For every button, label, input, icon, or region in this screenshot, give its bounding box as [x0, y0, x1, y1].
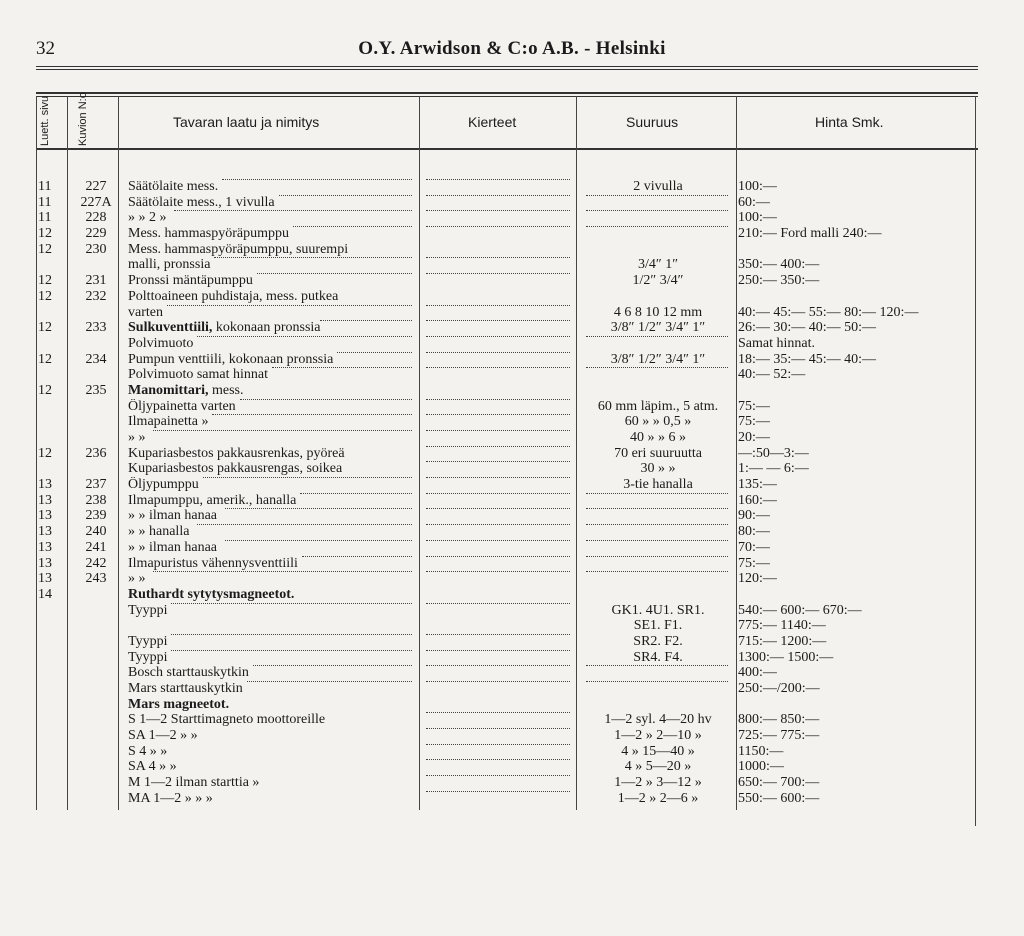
leader-dots [197, 524, 412, 525]
name-cell: Kupariasbestos pakkausrengas, soikea [128, 461, 343, 477]
table-row [0, 289, 1024, 305]
table-row [0, 461, 1024, 477]
table-row [0, 352, 1024, 368]
suuruus-cell: 60 mm läpim., 5 atm. [597, 398, 719, 414]
leader-dots [426, 399, 570, 400]
name-cell: Mars magneetot. [128, 696, 230, 712]
table-row [0, 399, 1024, 415]
leader-dots [171, 650, 412, 651]
suuruus-cell: SR4. F4. [633, 649, 683, 665]
suuruus-cell: 30 » » [640, 461, 676, 477]
name-cell: Öljypumppu [128, 477, 199, 493]
leader-dots [171, 603, 412, 604]
column-header-kierteet: Kierteet [468, 114, 517, 130]
price-cell: 1150:— [738, 743, 784, 759]
name-cell: Tyyppi [128, 633, 168, 649]
table-row [0, 210, 1024, 226]
column-header-suuruus: Suuruus [626, 114, 679, 130]
table-row [0, 744, 1024, 760]
price-cell: 80:— [738, 524, 770, 540]
leader-dots [426, 556, 570, 557]
name-cell: Säätölaite mess., 1 vivulla [128, 194, 275, 210]
name-cell: Ruthardt sytytysmagneetot. [128, 586, 295, 602]
price-cell: 1:— — 6:— [738, 461, 809, 477]
table-top-rule [36, 92, 978, 94]
table-row [0, 477, 1024, 493]
price-cell: 250:—/200:— [738, 681, 820, 696]
price-cell: 40:— 52:— [738, 367, 806, 383]
table-row [0, 712, 1024, 728]
table-row [0, 791, 1024, 807]
suuruus-cell: 1—2 » 2—10 » [614, 728, 702, 744]
name-cell: Ilmapainetta » [128, 414, 209, 430]
sivu-cell: 13 [38, 508, 52, 524]
leader-dots [426, 571, 570, 572]
suuruus-cell: 70 eri suuruutta [614, 445, 702, 461]
suuruus-cell: 3/4″ 1″ [637, 257, 679, 273]
table-row [0, 320, 1024, 336]
table-row [0, 242, 1024, 258]
price-cell: 60:— [738, 194, 770, 210]
name-cell: Tyyppi [128, 649, 168, 665]
leader-dots [214, 257, 412, 258]
table-row [0, 618, 1024, 634]
suuruus-cell: 1—2 syl. 4—20 hv [604, 712, 712, 728]
sivu-cell: 14 [38, 586, 52, 602]
name-cell: Mess. hammaspyöräpumppu, suurempi [128, 241, 349, 257]
sivu-cell: 12 [38, 351, 52, 367]
price-cell: 550:— 600:— [738, 790, 820, 806]
table-top-rule [36, 96, 978, 97]
suuruus-cell: 2 vivulla [633, 179, 683, 194]
leader-dots [426, 210, 570, 211]
table-row [0, 697, 1024, 713]
leader-dots [153, 571, 412, 572]
table-row [0, 759, 1024, 775]
name-cell: Polvimuoto samat hinnat [128, 367, 268, 383]
table-row [0, 681, 1024, 697]
kuvion-cell: 227A [80, 194, 112, 210]
price-cell: 100:— [738, 179, 777, 194]
table-row [0, 430, 1024, 446]
name-cell: S 1—2 Starttimagneto moottoreille [128, 712, 326, 728]
leader-dots [426, 179, 570, 180]
kuvion-cell: 237 [85, 477, 107, 493]
name-cell: » » ilman hanaa [128, 508, 218, 524]
leader-dots [426, 477, 570, 478]
leader-dots [586, 556, 728, 557]
name-cell: Mars starttauskytkin [128, 681, 243, 696]
sivu-cell: 12 [38, 273, 52, 289]
suuruus-cell: GK1. 4U1. SR1. [611, 602, 705, 618]
leader-dots [586, 493, 728, 494]
table-row [0, 383, 1024, 399]
sivu-cell: 12 [38, 382, 52, 398]
leader-dots [257, 273, 412, 274]
leader-dots [586, 508, 728, 509]
kuvion-cell: 234 [85, 351, 107, 367]
table-row [0, 634, 1024, 650]
sivu-cell: 12 [38, 288, 52, 304]
table-row [0, 336, 1024, 352]
leader-dots [426, 603, 570, 604]
name-cell: SA 1—2 » » [128, 728, 198, 744]
name-cell: » » ilman hanaa [128, 539, 218, 555]
suuruus-cell: 3/8″ 1/2″ 3/4″ 1″ [610, 320, 706, 336]
table-row [0, 524, 1024, 540]
table-header-rule [36, 148, 978, 150]
suuruus-cell: 1/2″ 3/4″ [632, 273, 684, 289]
leader-dots [586, 367, 728, 368]
leader-dots [426, 508, 570, 509]
kuvion-cell: 233 [85, 320, 107, 336]
table-row [0, 414, 1024, 430]
leader-dots [426, 681, 570, 682]
name-cell: MA 1—2 » » » [128, 790, 213, 806]
sivu-cell: 12 [38, 226, 52, 242]
name-cell: SA 4 » » [128, 759, 177, 775]
kuvion-cell: 238 [85, 492, 107, 508]
suuruus-cell: 3-tie hanalla [623, 477, 693, 493]
leader-dots [426, 257, 570, 258]
price-cell: 90:— [738, 508, 770, 524]
price-cell: 40:— 45:— 55:— 80:— 120:— [738, 304, 919, 320]
name-cell: » » [128, 430, 146, 445]
table-row [0, 508, 1024, 524]
kuvion-cell: 236 [85, 445, 107, 461]
leader-dots [225, 508, 412, 509]
leader-dots [426, 305, 570, 306]
table-row [0, 728, 1024, 744]
price-cell: 210:— Ford malli 240:— [738, 226, 882, 242]
kuvion-cell: 240 [85, 524, 107, 540]
leader-dots [240, 399, 412, 400]
leader-dots [586, 571, 728, 572]
sivu-cell: 12 [38, 320, 52, 336]
leader-dots [171, 634, 412, 635]
price-cell: 18:— 35:— 45:— 40:— [738, 351, 877, 367]
leader-dots [302, 556, 412, 557]
table-row [0, 195, 1024, 211]
leader-dots [586, 336, 728, 337]
sivu-cell: 11 [38, 210, 52, 226]
leader-dots [426, 430, 570, 431]
leader-dots [586, 195, 728, 196]
price-cell: 775:— 1140:— [738, 618, 826, 634]
table-row [0, 603, 1024, 619]
leader-dots [153, 430, 412, 431]
price-cell: 75:— [738, 555, 770, 571]
price-cell: 350:— 400:— [738, 257, 820, 273]
leader-dots [174, 210, 412, 211]
table-row [0, 571, 1024, 587]
suuruus-cell: SR2. F2. [633, 633, 683, 649]
table-row [0, 493, 1024, 509]
suuruus-cell: 60 » » 0,5 » [624, 414, 692, 430]
page-header [0, 38, 1024, 66]
name-cell: Tyyppi [128, 602, 168, 618]
price-cell: 400:— [738, 665, 777, 681]
leader-dots [426, 775, 570, 776]
kuvion-cell: 243 [85, 571, 107, 587]
suuruus-cell: 3/8″ 1/2″ 3/4″ 1″ [610, 351, 706, 367]
page-title: O.Y. Arwidson & C:o A.B. - Helsinki [358, 38, 666, 59]
table-row [0, 775, 1024, 791]
kuvion-cell: 241 [85, 539, 107, 555]
price-cell: 26:— 30:— 40:— 50:— [738, 320, 877, 336]
leader-dots [300, 493, 412, 494]
kuvion-cell: 229 [85, 226, 107, 242]
table-row [0, 257, 1024, 273]
price-cell: 800:— 850:— [738, 712, 820, 728]
suuruus-cell: 1—2 » 2—6 » [617, 790, 699, 806]
name-cell: M 1—2 ilman starttia » [128, 775, 260, 791]
name-cell: Pumpun venttiili, kokonaan pronssia [128, 351, 334, 367]
name-cell: Polttoaineen puhdistaja, mess. putkea [128, 288, 339, 304]
price-cell: Samat hinnat. [738, 335, 815, 351]
price-cell: —:50—3:— [738, 445, 809, 461]
leader-dots [426, 320, 570, 321]
leader-dots [426, 634, 570, 635]
price-cell: 725:— 775:— [738, 728, 820, 744]
suuruus-cell: 40 » » 6 » [630, 430, 686, 445]
leader-dots [426, 414, 570, 415]
price-cell: 75:— [738, 398, 770, 414]
name-cell: Polvimuoto [128, 335, 194, 351]
table-row [0, 650, 1024, 666]
name-cell: Öljypainetta varten [128, 398, 236, 414]
leader-dots [279, 195, 412, 196]
leader-dots [586, 210, 728, 211]
header-rule [36, 66, 978, 67]
name-cell: Mess. hammaspyöräpumppu [128, 226, 289, 242]
kuvion-cell: 242 [85, 555, 107, 571]
price-cell: 70:— [738, 539, 770, 555]
leader-dots [426, 273, 570, 274]
kuvion-cell: 232 [85, 288, 107, 304]
leader-dots [320, 320, 412, 321]
leader-dots [426, 540, 570, 541]
name-cell: Säätölaite mess. [128, 179, 219, 194]
leader-dots [197, 336, 412, 337]
leader-dots [426, 791, 570, 792]
leader-dots [426, 650, 570, 651]
price-cell: 120:— [738, 571, 777, 587]
header-rule [36, 69, 978, 70]
suuruus-cell: 4 » 15—40 » [621, 743, 695, 759]
sivu-cell: 12 [38, 445, 52, 461]
table-row [0, 556, 1024, 572]
kuvion-cell: 228 [85, 210, 107, 226]
price-table [0, 179, 1024, 807]
leader-dots [426, 336, 570, 337]
column-header-sivu: Luett. sivu [39, 95, 51, 146]
sivu-cell: 11 [38, 179, 52, 194]
kuvion-cell: 231 [85, 273, 107, 289]
column-header-name: Tavaran laatu ja nimitys [173, 114, 320, 130]
page-number: 32 [36, 38, 55, 59]
leader-dots [253, 665, 412, 666]
name-cell: S 4 » » [128, 743, 168, 759]
leader-dots [426, 367, 570, 368]
column-header-kuvion: Kuvion N:o [77, 92, 89, 146]
leader-dots [426, 446, 570, 447]
kuvion-cell: 227 [85, 179, 107, 194]
name-cell: Manomittari, mess. [128, 382, 244, 398]
table-row [0, 665, 1024, 681]
leader-dots [426, 352, 570, 353]
price-cell: 160:— [738, 492, 777, 508]
leader-dots [426, 744, 570, 745]
kuvion-cell: 230 [85, 241, 107, 257]
name-cell: malli, pronssia [128, 257, 211, 273]
price-cell: 715:— 1200:— [738, 633, 827, 649]
leader-dots [247, 681, 412, 682]
leader-dots [222, 179, 412, 180]
price-cell: 1000:— [738, 759, 784, 775]
leader-dots [167, 305, 412, 306]
name-cell: Pronssi mäntäpumppu [128, 273, 253, 289]
price-cell: 75:— [738, 414, 770, 430]
price-cell: 250:— 350:— [738, 273, 820, 289]
leader-dots [426, 226, 570, 227]
price-cell: 100:— [738, 210, 777, 226]
name-cell: Ilmapuristus vähennysventtiili [128, 555, 298, 571]
kuvion-cell: 239 [85, 508, 107, 524]
table-row [0, 226, 1024, 242]
leader-dots [586, 540, 728, 541]
leader-dots [225, 540, 412, 541]
leader-dots [426, 759, 570, 760]
sivu-cell: 11 [38, 194, 52, 210]
sivu-cell: 13 [38, 555, 52, 571]
price-cell: 540:— 600:— 670:— [738, 602, 862, 618]
leader-dots [272, 367, 412, 368]
leader-dots [426, 524, 570, 525]
name-cell: Bosch starttauskytkin [128, 665, 249, 681]
sivu-cell: 13 [38, 571, 52, 587]
sivu-cell: 13 [38, 524, 52, 540]
suuruus-cell: 4 6 8 10 12 mm [613, 304, 703, 320]
name-cell: Ilmapumppu, amerik., hanalla [128, 492, 297, 508]
leader-dots [426, 728, 570, 729]
leader-dots [293, 226, 412, 227]
suuruus-cell: 4 » 5—20 » [624, 759, 692, 775]
leader-dots [586, 681, 728, 682]
kuvion-cell: 235 [85, 382, 107, 398]
leader-dots [212, 414, 412, 415]
leader-dots [586, 226, 728, 227]
table-row [0, 179, 1024, 195]
leader-dots [426, 461, 570, 462]
sivu-cell: 12 [38, 241, 52, 257]
sivu-cell: 13 [38, 539, 52, 555]
leader-dots [426, 712, 570, 713]
suuruus-cell: SE1. F1. [633, 618, 683, 634]
leader-dots [586, 524, 728, 525]
leader-dots [426, 195, 570, 196]
name-cell: » » 2 » [128, 210, 167, 226]
name-cell: Sulkuventtiili, kokonaan pronssia [128, 320, 321, 336]
price-cell: 20:— [738, 430, 770, 445]
name-cell: » » [128, 571, 146, 587]
table-row [0, 367, 1024, 383]
table-row [0, 587, 1024, 603]
name-cell: varten [128, 304, 163, 320]
column-header-hinta: Hinta Smk. [815, 114, 884, 130]
sivu-cell: 13 [38, 492, 52, 508]
suuruus-cell: 1—2 » 3—12 » [614, 775, 702, 791]
price-cell: 650:— 700:— [738, 775, 820, 791]
leader-dots [426, 493, 570, 494]
price-cell: 135:— [738, 477, 777, 493]
leader-dots [203, 477, 412, 478]
table-row [0, 273, 1024, 289]
price-cell: 1300:— 1500:— [738, 649, 834, 665]
sivu-cell: 13 [38, 477, 52, 493]
leader-dots [337, 352, 412, 353]
table-row [0, 446, 1024, 462]
table-row [0, 305, 1024, 321]
name-cell: Kupariasbestos pakkausrenkas, pyöreä [128, 445, 345, 461]
leader-dots [586, 665, 728, 666]
table-row [0, 540, 1024, 556]
leader-dots [426, 665, 570, 666]
name-cell: » » hanalla [128, 524, 190, 540]
